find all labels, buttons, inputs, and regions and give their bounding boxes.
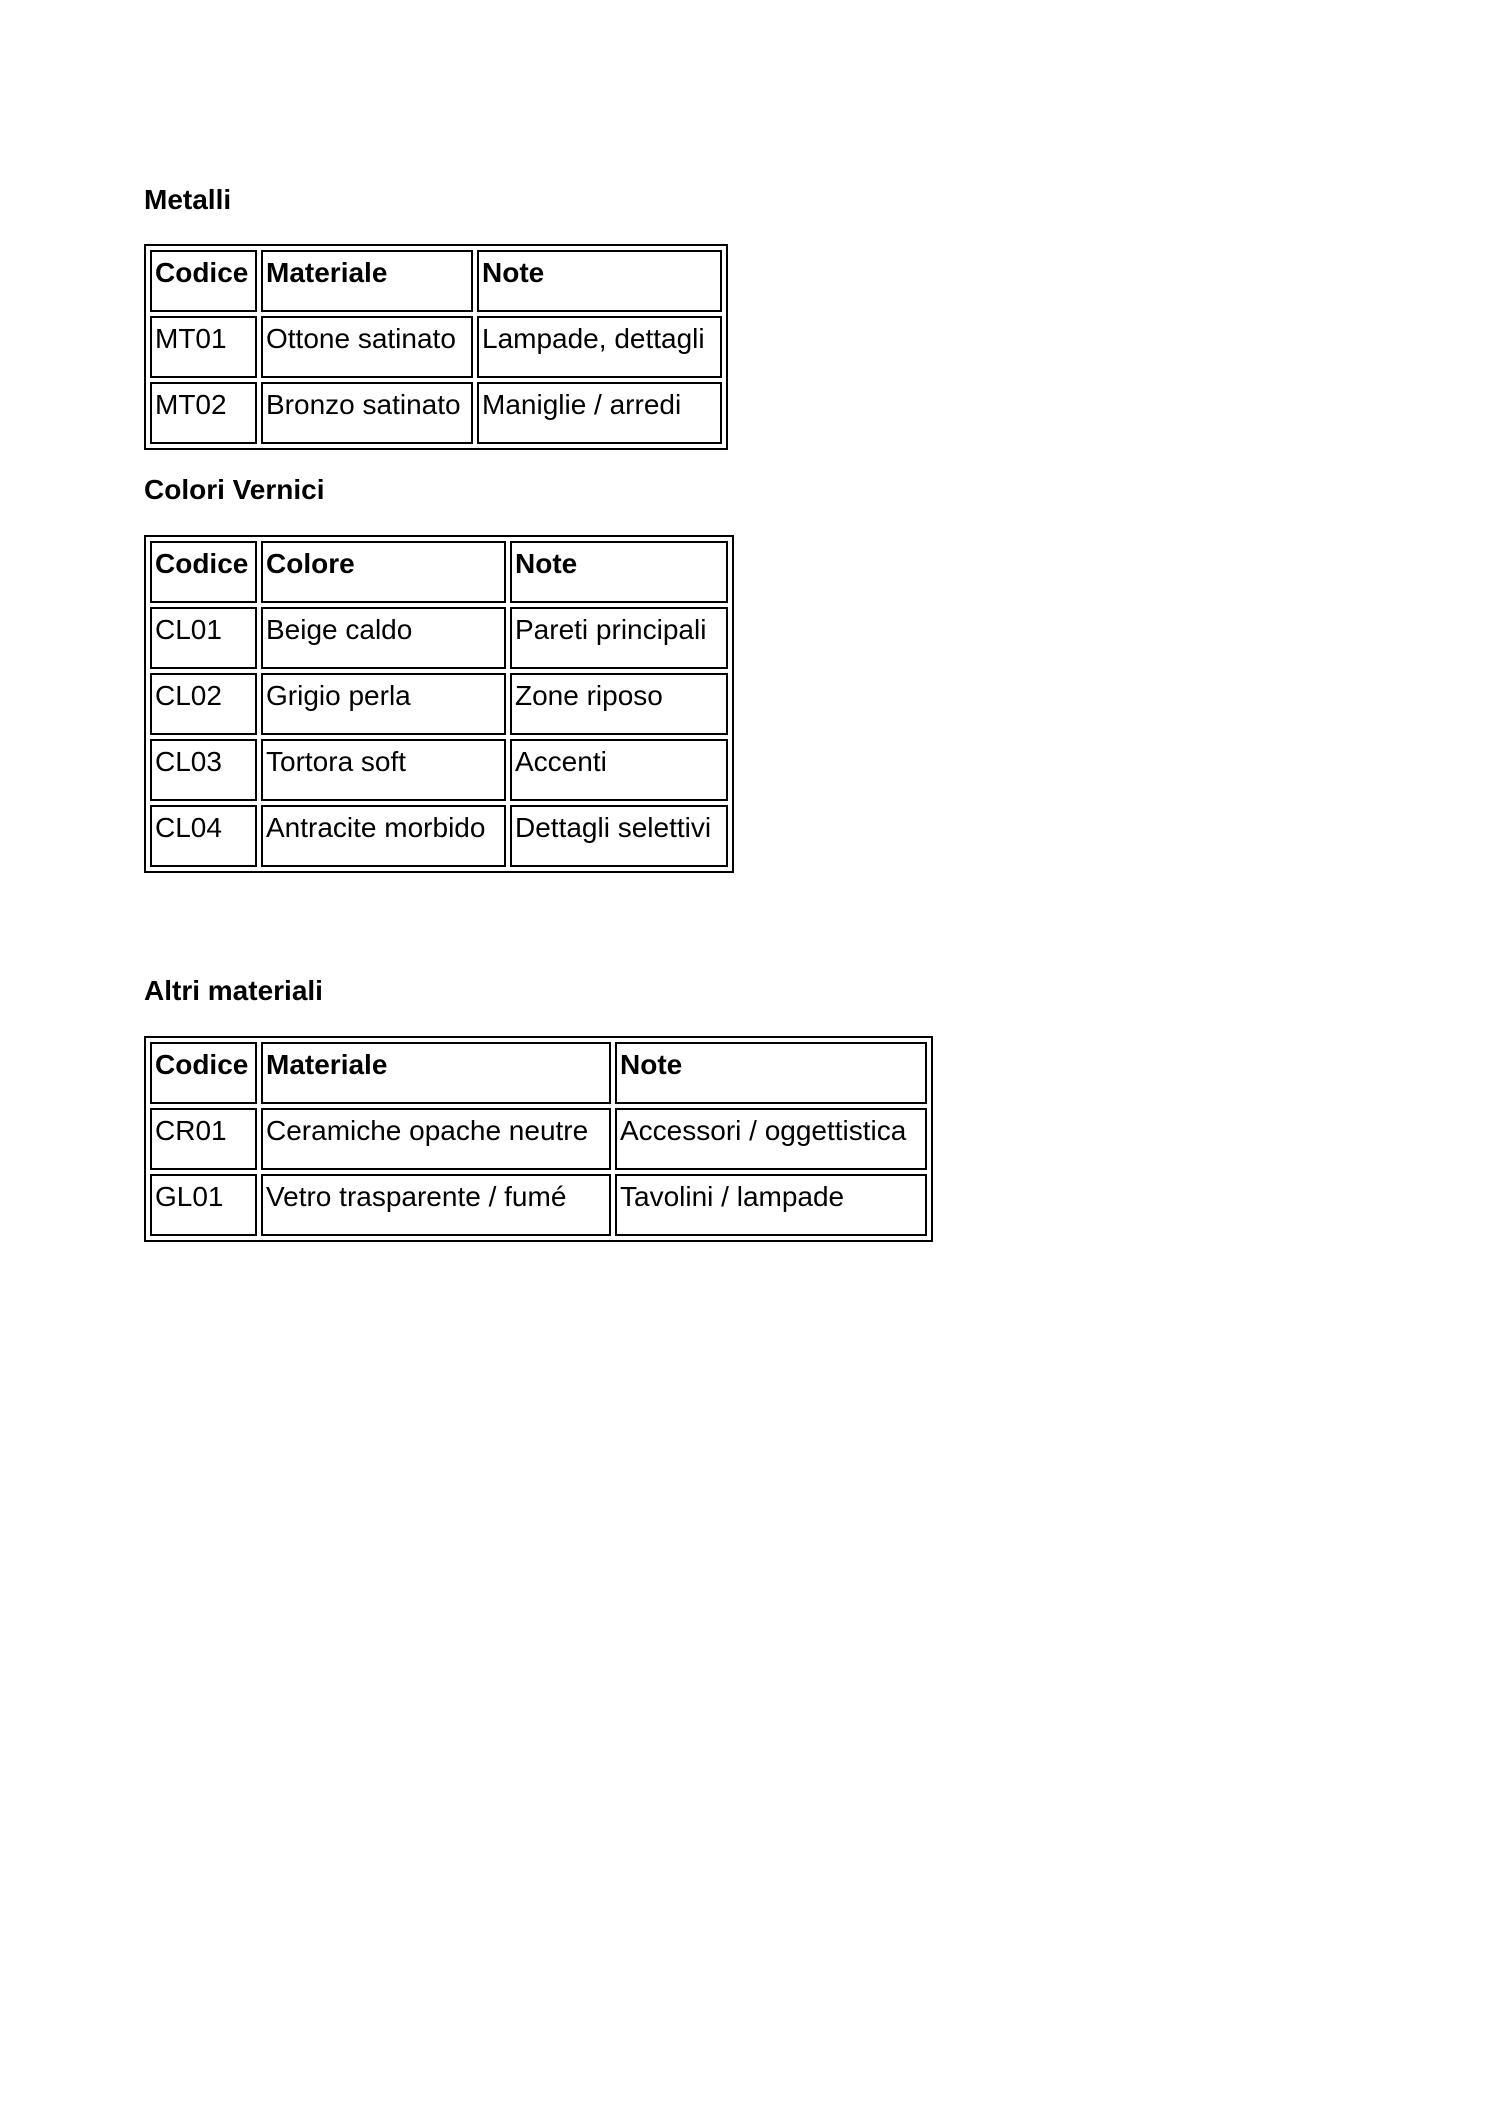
cell-colore: Tortora soft	[261, 739, 506, 801]
cell-note: Tavolini / lampade	[615, 1174, 927, 1236]
section-title-metalli: Metalli	[144, 184, 232, 215]
table-row	[150, 1108, 927, 1170]
header-cell-materiale: Materiale	[261, 1042, 611, 1104]
section-title-colori-vernici: Colori Vernici	[144, 474, 325, 505]
table-row	[150, 316, 722, 378]
section-title-altri-materiali: Altri materiali	[144, 975, 323, 1006]
cell-colore: Grigio perla	[261, 673, 506, 735]
cell-materiale: Ottone satinato	[261, 316, 473, 378]
table-row	[150, 382, 722, 444]
header-cell-codice: Codice	[150, 1042, 257, 1104]
cell-materiale: Vetro trasparente / fumé	[261, 1174, 611, 1236]
table-row	[150, 805, 728, 867]
cell-note: Zone riposo	[510, 673, 728, 735]
header-cell-note: Note	[477, 250, 722, 312]
cell-codice: CL01	[150, 607, 257, 669]
cell-note: Dettagli selettivi	[510, 805, 728, 867]
table-row	[150, 673, 728, 735]
table-header-row	[150, 1042, 927, 1104]
table-altri-materiali	[144, 1036, 933, 1242]
table-colori-vernici	[144, 535, 734, 873]
cell-note: Accessori / oggettistica	[615, 1108, 927, 1170]
cell-codice: CL02	[150, 673, 257, 735]
table-row	[150, 1174, 927, 1236]
table-row	[150, 739, 728, 801]
cell-codice: CL03	[150, 739, 257, 801]
header-cell-materiale: Materiale	[261, 250, 473, 312]
cell-note: Pareti principali	[510, 607, 728, 669]
header-cell-codice: Codice	[150, 541, 257, 603]
header-cell-codice: Codice	[150, 250, 257, 312]
cell-materiale: Ceramiche opache neutre	[261, 1108, 611, 1170]
table-metalli	[144, 244, 728, 450]
cell-codice: MT01	[150, 316, 257, 378]
header-cell-note: Note	[615, 1042, 927, 1104]
cell-codice: CR01	[150, 1108, 257, 1170]
header-cell-note: Note	[510, 541, 728, 603]
table-row	[150, 607, 728, 669]
cell-codice: MT02	[150, 382, 257, 444]
cell-codice: GL01	[150, 1174, 257, 1236]
cell-colore: Beige caldo	[261, 607, 506, 669]
cell-note: Maniglie / arredi	[477, 382, 722, 444]
header-cell-colore: Colore	[261, 541, 506, 603]
cell-codice: CL04	[150, 805, 257, 867]
table-header-row	[150, 541, 728, 603]
cell-note: Accenti	[510, 739, 728, 801]
cell-colore: Antracite morbido	[261, 805, 506, 867]
cell-materiale: Bronzo satinato	[261, 382, 473, 444]
cell-note: Lampade, dettagli	[477, 316, 722, 378]
table-header-row	[150, 250, 722, 312]
